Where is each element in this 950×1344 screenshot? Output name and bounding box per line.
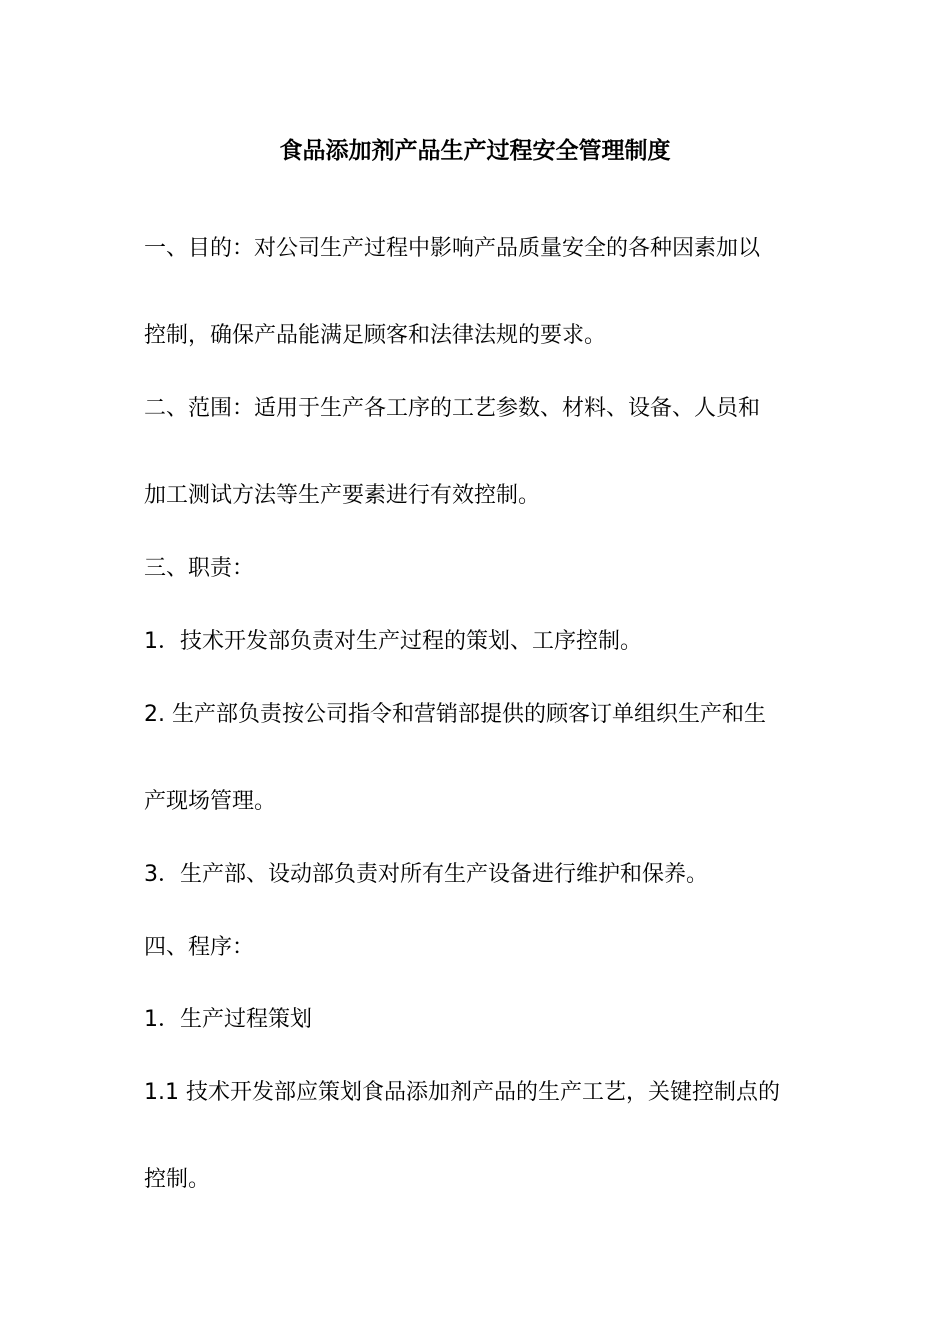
paragraph-line: 二、范围：适用于生产各工序的工艺参数、材料、设备、人员和 (144, 396, 761, 421)
paragraph-line: 加工测试方法等生产要素进行有效控制。 (144, 483, 541, 508)
paragraph-line: 控制。 (144, 1167, 211, 1192)
document-title: 食品添加剂产品生产过程安全管理制度 (279, 138, 671, 164)
paragraph-line: 控制，确保产品能满足顾客和法律法规的要求。 (144, 323, 607, 348)
section-heading: 三、职责： (144, 556, 255, 581)
paragraph-line: 产现场管理。 (144, 789, 277, 814)
paragraph-line: 3．生产部、设动部负责对所有生产设备进行维护和保养。 (144, 862, 708, 887)
paragraph-line: 2. 生产部负责按公司指令和营销部提供的顾客订单组织生产和生 (144, 702, 766, 727)
section-heading: 四、程序： (144, 935, 255, 960)
paragraph-line: 一、目的：对公司生产过程中影响产品质量安全的各种因素加以 (144, 236, 761, 261)
subsection-heading: 1．生产过程策划 (144, 1007, 312, 1032)
paragraph-line: 1.1 技术开发部应策划食品添加剂产品的生产工艺，关键控制点的 (144, 1080, 780, 1105)
paragraph-line: 1．技术开发部负责对生产过程的策划、工序控制。 (144, 629, 642, 654)
